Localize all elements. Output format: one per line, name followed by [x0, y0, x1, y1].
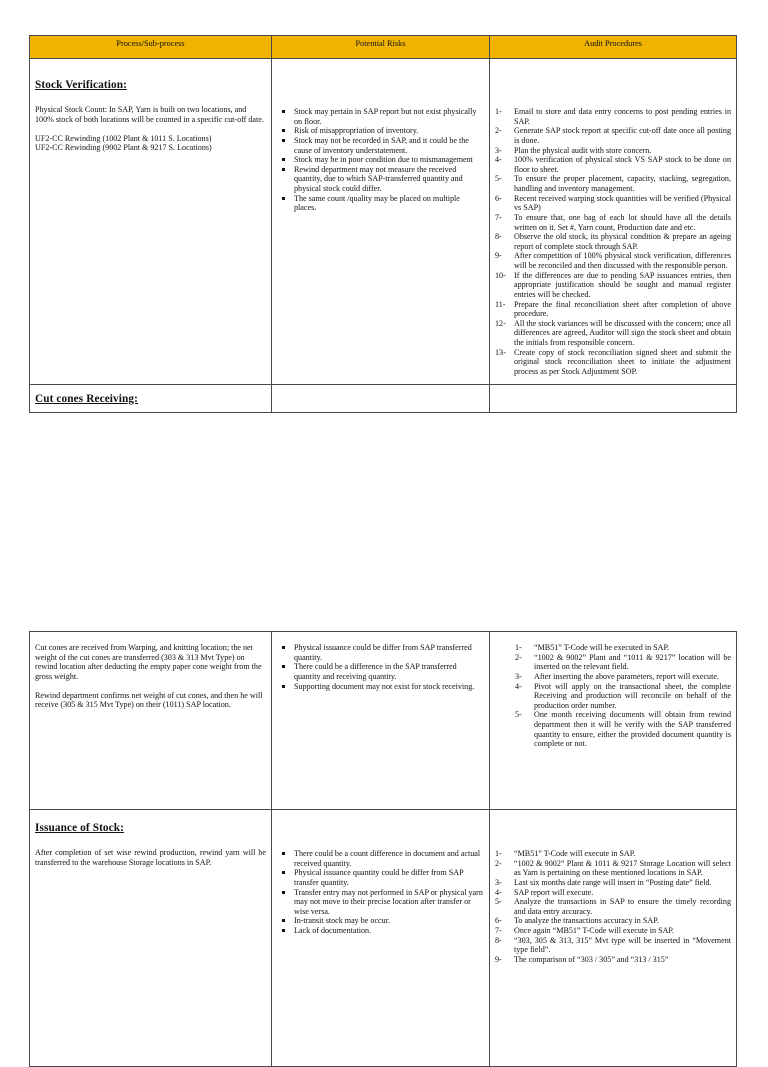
audit-table-page-1	[29, 35, 737, 413]
procedure-step	[495, 194, 731, 213]
procedure-step-text: After competition of 100% physical stock verification, differences will be reconciled and then discussed with the responsible person.	[514, 251, 731, 270]
procedure-step	[495, 897, 731, 916]
audit-table-page-2	[29, 631, 737, 1067]
procedure-step	[495, 155, 731, 174]
risk-item: In-transit stock may be occur.	[294, 916, 484, 926]
procedure-step	[495, 271, 731, 300]
procedure-step	[515, 710, 731, 749]
procedure-step-number: 9-	[495, 251, 502, 261]
risk-item: There could be a difference in the SAP transferred quantity and receiving quantity.	[294, 662, 484, 681]
procedure-step-text: To ensure the proper placement, capacity, stacking, segregation, handling and inventory management.	[514, 174, 731, 193]
procedure-step	[495, 348, 731, 377]
procedure-step	[495, 916, 731, 926]
procedure-step-text: “MB51” T-Code will be executed in SAP.	[534, 643, 670, 652]
procedure-step-number: 6-	[495, 193, 502, 203]
issuance-process-cell	[30, 810, 272, 1067]
procedure-step	[495, 319, 731, 348]
cut-cones-procedures-cell	[490, 632, 737, 810]
procedure-step-number: 7-	[495, 212, 502, 222]
process-paragraph: UF2-CC Rewinding (9002 Plant & 9217 S. Locations)	[35, 143, 212, 153]
procedure-step	[495, 174, 731, 193]
cut-cones-heading-empty-risks	[272, 384, 490, 412]
procedure-step	[495, 213, 731, 232]
procedure-step-text: After inserting the above parameters, report will execute.	[534, 671, 719, 681]
stock-verification-procedures-cell	[490, 59, 737, 385]
procedure-step-number: 3-	[515, 671, 522, 681]
process-paragraph: Cut cones are received from Warping, and knitting location; the net weight of the cut cones are transferred (303 & 313 Mvt Type) on rewind location after deducting the empty paper cone weight from the gross weight.	[35, 643, 262, 681]
process-paragraph: Rewind department confirms net weight of cut cones, and then he will receive (305 & 315 Mvt Type) on their (1011) SAP location.	[35, 690, 263, 710]
procedure-step-number: 5-	[515, 710, 522, 720]
procedure-step-text: “303, 305 & 313, 315” Mvt type will be inserted in “Movement type field”.	[514, 935, 731, 955]
procedure-step	[495, 849, 731, 859]
procedure-step-number: 1-	[495, 107, 502, 116]
cut-cones-heading-cell	[30, 384, 272, 412]
procedure-step-text: “1002 & 9002” Plant & 1011 & 9217 Storage Location will select as Yarn is pertaining on these mentioned locations in SAP.	[514, 858, 731, 878]
procedure-step	[515, 643, 731, 653]
procedure-step-text: To ensure that, one bag of each lot should have all the details written on it. Set #, Yarn count, Production date and etc.	[514, 212, 731, 232]
risk-item: Transfer entry may not performed in SAP or physical yarn may not move to their precise location after transfer or wise versa.	[294, 887, 483, 916]
procedure-step-text: “MB51” T-Code will execute in SAP.	[514, 849, 636, 858]
procedure-step-number: 1-	[515, 643, 522, 652]
stock-verification-procedure-list	[495, 107, 731, 377]
risk-item: Stock may pertain in SAP report but not exist physically on floor.	[294, 107, 484, 126]
stock-verification-risks-cell	[272, 59, 490, 385]
stock-verification-process-text	[35, 105, 266, 153]
header-risks: Potential Risks	[272, 36, 490, 59]
cut-cones-risk-list	[277, 643, 484, 691]
issuance-risk-list	[277, 849, 484, 936]
header-procedures: Audit Procedures	[490, 36, 737, 59]
cut-cones-heading-empty-procedures	[490, 384, 737, 412]
header-process: Process/Sub-process	[30, 36, 272, 59]
procedure-step-text: Once again “MB51” T-Code will execute in SAP.	[514, 926, 675, 935]
procedure-step-number: 1-	[495, 849, 502, 858]
procedure-step	[495, 251, 731, 270]
procedure-step-number: 2-	[515, 652, 522, 662]
procedure-step	[495, 300, 731, 319]
section-title-stock-verification: Stock Verification:	[35, 79, 127, 91]
procedure-step-number: 4-	[515, 681, 522, 691]
procedure-step-text: The comparison of “303 / 305” and “313 / 315”	[514, 954, 669, 964]
procedure-step-number: 4-	[495, 155, 502, 165]
procedure-step-number: 10-	[495, 270, 506, 280]
cut-cones-heading-row	[30, 384, 737, 412]
procedure-step-text: Prepare the final reconciliation sheet after completion of above procedure.	[514, 299, 731, 319]
procedure-step-number: 6-	[495, 916, 502, 926]
procedure-step	[495, 232, 731, 251]
procedure-step-number: 3-	[495, 145, 502, 155]
risk-item: Supporting document may not exist for stock receiving.	[294, 682, 484, 692]
cut-cones-process-cell	[30, 632, 272, 810]
procedure-step-text: If the differences are due to pending SAP issuances entries, then appropriate justification should be sought and manual register entries will be checked.	[514, 270, 731, 299]
procedure-step-text: Analyze the transactions in SAP to ensure the timely recording and data entry accuracy.	[514, 897, 731, 916]
procedure-step-text: SAP report will execute.	[514, 887, 594, 897]
cut-cones-risks-cell	[272, 632, 490, 810]
risk-item: Rewind department may not measure the received quantity, due to which SAP-transferred quantity and physical stock could differ.	[294, 165, 484, 194]
procedure-step-number: 5-	[495, 897, 502, 907]
procedure-step	[495, 888, 731, 898]
stock-verification-process-cell	[30, 59, 272, 385]
risk-item: Risk of misappropriation of inventory.	[294, 126, 484, 136]
procedure-step-number: 8-	[495, 232, 502, 242]
procedure-step-text: Create copy of stock reconciliation signed sheet and submit the original stock reconciliation sheet to initiate the adjustment process as per Stock Adjustment SOP.	[514, 347, 731, 376]
procedure-step	[495, 107, 731, 126]
procedure-step-text: Observe the old stock, its physical condition & prepare an ageing report of complete stock through SAP.	[514, 232, 731, 251]
procedure-step-text: “1002 & 9002” Plant and “1011 & 9217” location will be inserted on the relevant field.	[534, 652, 731, 672]
issuance-row	[30, 810, 737, 1067]
stock-verification-risk-list	[277, 107, 484, 213]
section-title-issuance: Issuance of Stock:	[35, 822, 125, 834]
risk-item: Lack of documentation.	[294, 926, 484, 936]
procedure-step	[515, 682, 731, 711]
procedure-step-text: Email to store and data entry concerns to post pending entries in SAP.	[514, 107, 731, 126]
risk-item: Physical issuance quantity could be differ from SAP transfer quantity.	[294, 868, 484, 887]
procedure-step	[495, 926, 731, 936]
procedure-step-number: 12-	[495, 318, 506, 328]
cut-cones-process-text	[35, 643, 266, 710]
process-paragraph: After completion of set wise rewind production, rewind yarn will be transferred to the warehouse Storage locations in SAP.	[35, 848, 266, 868]
procedure-step	[495, 955, 731, 965]
issuance-process-text	[35, 848, 266, 867]
risk-item: There could be a count difference in document and actual received quantity.	[294, 849, 484, 868]
procedure-step-text: Recent received warping stock quantities will be verified (Physical vs SAP)	[514, 193, 731, 213]
cut-cones-procedure-list	[495, 643, 731, 749]
procedure-step-text: Plan the physical audit with store concern.	[514, 145, 652, 155]
procedure-step	[515, 672, 731, 682]
procedure-step-number: 9-	[495, 954, 502, 964]
process-paragraph: UF2-CC Rewinding (1002 Plant & 1011 S. Locations)	[35, 133, 212, 143]
procedure-step-text: All the stock variances will be discussed with the concern; once all differences are agreed, Auditor will sign the stock sheet and obtain the initials from responsible concern.	[514, 318, 731, 347]
procedure-step-text: Pivot will apply on the transactional sheet, the complete Receiving and production will reconcile on behalf of the production order number.	[534, 681, 731, 710]
cut-cones-row	[30, 632, 737, 810]
procedure-step-number: 5-	[495, 174, 502, 184]
procedure-step	[495, 146, 731, 156]
procedure-step-text: 100% verification of physical stock VS SAP stock to be done on floor to sheet.	[514, 155, 731, 174]
table-header-row	[30, 36, 737, 59]
issuance-procedure-list	[495, 849, 731, 965]
risk-item: Stock may not be recorded in SAP, and it could be the cause of inventory understatement.	[294, 136, 484, 155]
risk-item: Physical issuance could be differ from SAP transferred quantity.	[294, 643, 484, 662]
issuance-procedures-cell	[490, 810, 737, 1067]
process-paragraph: Physical Stock Count: In SAP, Yarn is built on two locations, and 100% stock of both locations will be counted in a specific cut-off date.	[35, 105, 264, 125]
procedure-step-number: 7-	[495, 926, 502, 935]
procedure-step	[495, 878, 731, 888]
section-title-cut-cones: Cut cones Receiving:	[35, 392, 139, 405]
procedure-step-number: 3-	[495, 877, 502, 887]
procedure-step-number: 2-	[495, 858, 502, 868]
procedure-step	[495, 859, 731, 878]
procedure-step-number: 4-	[495, 887, 502, 897]
issuance-risks-cell	[272, 810, 490, 1067]
procedure-step-text: To analyze the transactions accuracy in SAP.	[514, 916, 659, 926]
procedure-step-text: Generate SAP stock report at specific cut-off date once all posting is done.	[514, 126, 731, 145]
risk-item: Stock may be in poor condition due to mismanagement	[294, 155, 484, 165]
procedure-step	[515, 653, 731, 672]
procedure-step-number: 8-	[495, 935, 502, 945]
procedure-step	[495, 126, 731, 145]
procedure-step-text: One month receiving documents will obtain from rewind department then it will be verify with the SAP transferred quantity to ensure, either the provided document quantity is complete or not.	[534, 710, 731, 749]
procedure-step-number: 13-	[495, 347, 506, 357]
procedure-step-number: 11-	[495, 299, 506, 309]
risk-item: The same count /quality may be placed on multiple places.	[294, 194, 484, 213]
stock-verification-row	[30, 59, 737, 385]
procedure-step	[495, 936, 731, 955]
procedure-step-text: Last six months date range will insert in “Posting date” field.	[514, 877, 712, 887]
procedure-step-number: 2-	[495, 126, 502, 136]
